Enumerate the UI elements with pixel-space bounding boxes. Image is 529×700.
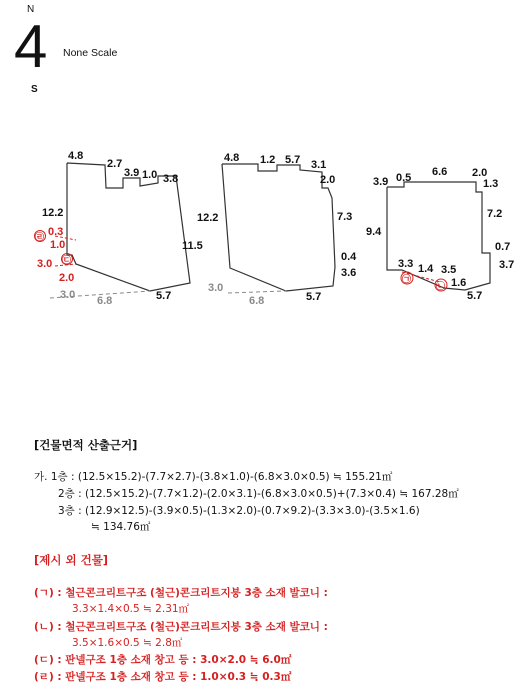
dim-label: 3.8 — [163, 173, 179, 185]
dim-label: 3.9 — [124, 167, 140, 179]
dim-label-gray: 3.0 — [60, 289, 76, 301]
extra-line: (ㄷ) : 판넬구조 1층 소재 창고 등 : 3.0×2.0 ≒ 6.0㎡ — [34, 654, 292, 666]
calc-line: 3층 : (12.9×12.5)-(3.9×0.5)-(1.3×2.0)-(0.7×9.2)-(3.3×3.0)-(3.5×1.6) — [58, 505, 420, 517]
dim-label: 1.2 — [260, 154, 276, 166]
dim-label-gray: 3.0 — [208, 282, 224, 294]
calc-line: ≒ 134.76㎡ — [91, 521, 151, 533]
dim-label: 3.3 — [398, 258, 414, 270]
dim-label: 3.5 — [441, 264, 457, 276]
dim-label: 2.0 — [320, 174, 336, 186]
dim-label: 0.4 — [341, 251, 357, 263]
dim-label: 12.2 — [42, 207, 64, 219]
dim-label-red: 0.3 — [48, 226, 64, 238]
compass-glyph: 4 — [14, 13, 48, 80]
dim-label: 1.3 — [483, 178, 499, 190]
scale-note: None Scale — [63, 47, 118, 59]
dim-label: 1.0 — [142, 169, 158, 181]
dim-label: 0.7 — [495, 241, 511, 253]
marker-label: ㉡ — [436, 281, 446, 291]
extra-line: 3.5×1.6×0.5 ≒ 2.8㎡ — [72, 637, 183, 649]
dim-label: 1.4 — [418, 263, 434, 275]
dim-label-red: 2.0 — [59, 272, 75, 284]
dim-label: 6.6 — [432, 166, 448, 178]
dim-label: 2.7 — [107, 158, 123, 170]
dim-label-red: 3.0 — [37, 258, 53, 270]
dim-label: 1.6 — [451, 277, 467, 289]
compass-north-label: N — [27, 4, 35, 15]
dim-label-red: 1.0 — [50, 239, 66, 251]
plan-2nd-floor — [197, 152, 357, 307]
dim-label: 3.7 — [499, 259, 515, 271]
dim-label: 5.7 — [306, 291, 322, 303]
calc-heading: [건물면적 산출근거] — [34, 438, 138, 452]
marker-label: ㉢ — [62, 255, 72, 265]
dim-label: 5.7 — [467, 290, 483, 302]
calc-line: 2층 : (12.5×15.2)-(7.7×1.2)-(2.0×3.1)-(6.8×3.0×0.5)+(7.3×0.4) ≒ 167.28㎡ — [58, 488, 459, 500]
dim-label: 12.2 — [197, 212, 219, 224]
marker-label: ㉠ — [402, 274, 412, 284]
dim-label-gray: 6.8 — [249, 295, 265, 307]
extra-line: (ㄹ) : 판넬구조 1층 소재 창고 등 : 1.0×0.3 ≒ 0.3㎡ — [34, 671, 292, 683]
dim-label: 5.7 — [285, 154, 301, 166]
plan-3rd-floor — [366, 166, 514, 302]
compass-south-label: S — [31, 84, 38, 95]
dim-label: 0.5 — [396, 172, 412, 184]
dim-label-gray: 6.8 — [97, 295, 113, 307]
dim-label: 5.7 — [156, 290, 172, 302]
extra-line: (ㄱ) : 철근콘크리트구조 (철근)콘크리트지붕 3층 소재 발코니 : — [34, 587, 328, 599]
plan-2-gray-base — [228, 291, 286, 293]
dim-label: 4.8 — [68, 150, 84, 162]
marker-label: ㉣ — [35, 232, 45, 242]
extra-line: 3.3×1.4×0.5 ≒ 2.31㎡ — [72, 603, 190, 615]
dim-label: 3.1 — [311, 159, 327, 171]
dim-label: 7.2 — [487, 208, 503, 220]
dim-label: 4.8 — [224, 152, 240, 164]
dim-label: 3.9 — [373, 176, 389, 188]
extra-line: (ㄴ) : 철근콘크리트구조 (철근)콘크리트지붕 3층 소재 발코니 : — [34, 621, 328, 633]
extra-heading: [제시 외 건물] — [34, 553, 109, 567]
dim-label: 9.4 — [366, 226, 382, 238]
dim-label: 2.0 — [472, 167, 488, 179]
dim-label: 11.5 — [182, 240, 203, 252]
dim-label: 7.3 — [337, 211, 353, 223]
floor-plans — [0, 0, 529, 330]
dim-label: 3.6 — [341, 267, 357, 279]
calc-line: 가. 1층 : (12.5×15.2)-(7.7×2.7)-(3.8×1.0)-(6.8×3.0×0.5) ≒ 155.21㎡ — [34, 471, 393, 483]
plan-2-outline — [222, 164, 335, 291]
plan-1st-floor — [35, 150, 203, 307]
